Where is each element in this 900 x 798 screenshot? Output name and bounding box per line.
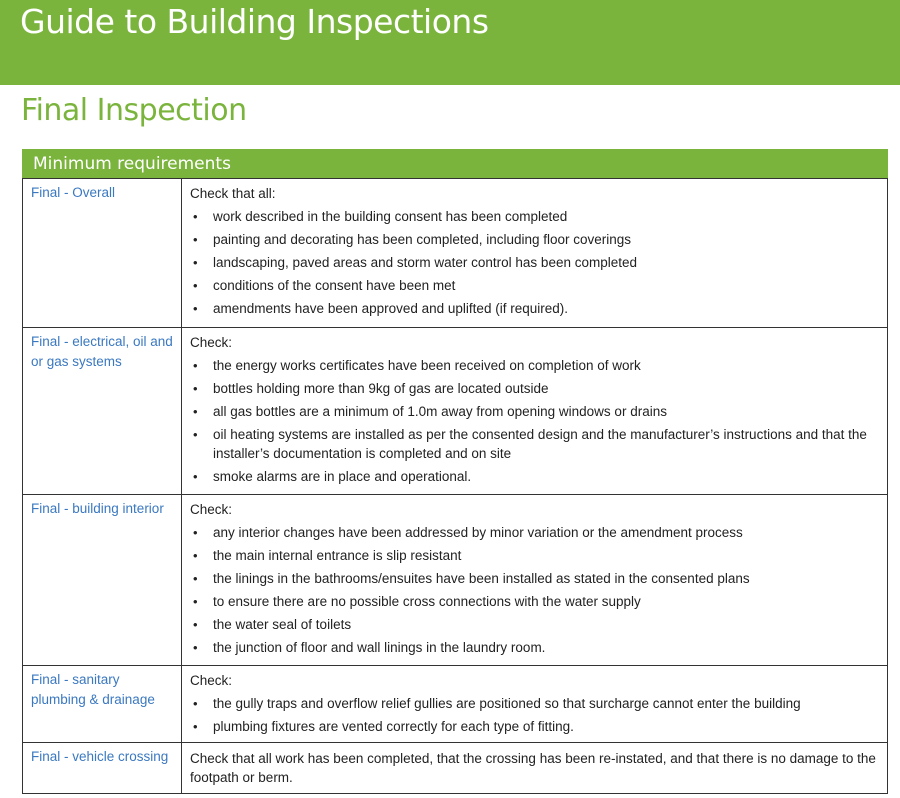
list-item: • landscaping, paved areas and storm water control has been completed [190,251,879,274]
list-item: • all gas bottles are a minimum of 1.0m away from opening windows or drains [190,400,879,423]
list-item: • smoke alarms are in place and operational. [190,465,879,488]
list-item: • the gully traps and overflow relief gullies are positioned so that surcharge cannot enter the building [190,692,879,715]
bullet-icon: • [193,640,198,655]
list-item: • amendments have been approved and uplifted (if required). [190,297,879,320]
bullet-icon: • [193,301,198,316]
list-item: • painting and decorating has been completed, including floor coverings [190,228,879,251]
table-header: Minimum requirements [22,149,888,178]
list-item: • the main internal entrance is slip resistant [190,544,879,567]
row-intro: Check: [190,673,233,688]
list-item: • any interior changes have been addressed by minor variation or the amendment process [190,521,879,544]
row-intro: Check: [190,335,233,350]
bullet-icon: • [193,427,198,442]
bullet-icon: • [193,255,198,270]
list-item: • to ensure there are no possible cross connections with the water supply [190,590,879,613]
section-title: Final Inspection [21,93,247,128]
bullet-icon: • [193,571,198,586]
row-label: Final - sanitary plumbing & drainage [31,672,155,707]
row-label-cell [23,495,182,666]
list-item: • the water seal of toilets [190,613,879,636]
row-label: Final - building interior [31,501,164,516]
bullet-icon: • [193,404,198,419]
table-row [23,328,888,495]
bullet-icon: • [193,525,198,540]
row-intro: Check: [190,502,233,517]
table-row [23,179,888,328]
bullet-list [190,692,879,738]
bullet-list [190,354,879,488]
header-banner [0,0,900,85]
list-item: • bottles holding more than 9kg of gas are located outside [190,377,879,400]
bullet-icon: • [193,719,198,734]
row-intro: Check that all: [190,186,276,201]
bullet-icon: • [193,696,198,711]
list-item: • plumbing fixtures are vented correctly for each type of fitting. [190,715,879,738]
bullet-icon: • [193,381,198,396]
bullet-icon: • [193,358,198,373]
bullet-icon: • [193,617,198,632]
requirements-table [22,149,888,794]
list-item: • conditions of the consent have been met [190,274,879,297]
list-item: • work described in the building consent has been completed [190,205,879,228]
row-label: Final - electrical, oil and or gas systems [31,334,173,369]
bullet-icon: • [193,278,198,293]
row-content-cell [182,328,888,495]
row-label-cell [23,328,182,495]
row-content-cell [182,743,888,794]
table-row [23,666,888,743]
row-content-cell [182,495,888,666]
list-item: • the linings in the bathrooms/ensuites have been installed as stated in the consented plans [190,567,879,590]
list-item: • the energy works certificates have been received on completion of work [190,354,879,377]
row-content-cell [182,666,888,743]
document-title: Guide to Building Inspections [20,2,489,41]
bullet-icon: • [193,209,198,224]
row-label: Final - Overall [31,185,116,200]
list-item: • the junction of floor and wall linings in the laundry room. [190,636,879,659]
bullet-list [190,521,879,659]
list-item: • oil heating systems are installed as per the consented design and the manufacturer’s instructions and that the installer’s documentation is completed and on site [193,427,867,461]
bullet-icon: • [193,469,198,484]
row-label: Final - vehicle crossing [31,749,169,764]
table-row [23,495,888,666]
bullet-icon: • [193,594,198,609]
row-label-cell [23,666,182,743]
row-label-cell [23,179,182,328]
row-text: Check that all work has been completed, that the crossing has been re-instated, and that there is no damage to the footpath or berm. [190,751,876,785]
bullet-icon: • [193,548,198,563]
bullet-icon: • [193,232,198,247]
row-label-cell [23,743,182,794]
table-row [23,743,888,794]
row-content-cell [182,179,888,328]
bullet-list [190,205,879,320]
